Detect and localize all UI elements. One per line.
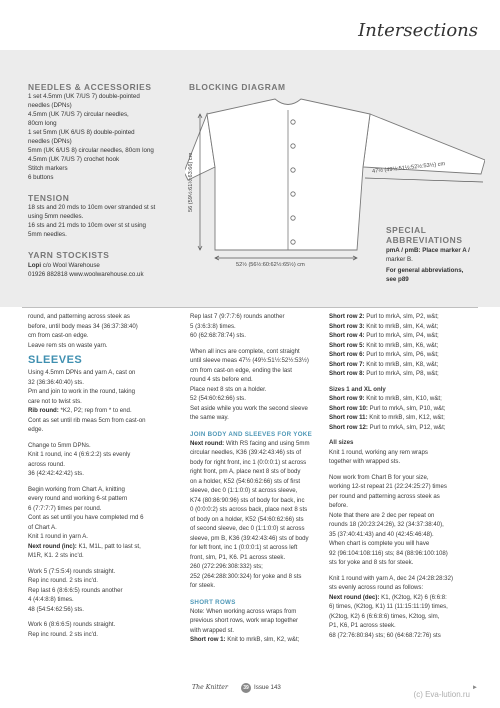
body-text: with wrapped st. — [190, 626, 235, 634]
next-round-text: K1, (K2tog, K2) 6 (6:6:8: — [379, 593, 447, 601]
short-row-text: Purl to mrkA, slm, P12, w&t; — [367, 423, 446, 431]
body-text: round 4 sts before end. — [190, 376, 253, 383]
short-row-text: Purl to mrkA, slm, P6, w&t; — [364, 351, 439, 358]
body-text: of body on a holder, K52 (54:60:62:66) sts — [190, 515, 304, 523]
body-text: 4 (4:4:8:8) times. — [28, 596, 74, 603]
body-text: 35 (37:40:41:43) and 40 (42:45:46:48). — [329, 530, 434, 538]
height-label: 56 (59½:61½:63:66) cm — [188, 152, 194, 212]
body-text: 252 (264:288:300:324) for yoke and 8 sts — [190, 572, 302, 580]
body-text: per round and patterning across steek as — [329, 492, 440, 500]
yarn-contact: 01926 882818 www.woolwarehouse.co.uk — [28, 271, 144, 278]
body-text: every round and working 6-st pattern — [28, 495, 128, 502]
body-text: of second sleeve, dec 0 (1:1:0:0) st across — [190, 525, 305, 532]
body-shape — [207, 99, 370, 250]
body-text: until sleeve meas 47½ (49½:51½:52½:53½) — [190, 357, 309, 364]
tension-heading: TENSION — [28, 193, 70, 203]
panel-rule — [22, 307, 478, 308]
short-row — [329, 394, 479, 404]
body-text: body for right front, inc 1 (0:0:0:1) st across — [190, 458, 307, 466]
column-1 — [28, 312, 176, 639]
next-round-text: K1, M1L, patt to last st, — [76, 542, 141, 550]
body-text: cm from cast-on edge, ending the last — [190, 366, 292, 374]
body-text: the same way. — [190, 414, 229, 421]
body-text: Place next 8 sts on a holder. — [190, 385, 267, 393]
body-text: sts for yoke and 8 sts for steek. — [329, 559, 414, 566]
body-text: 32 (36:36:40:40) sts. — [28, 378, 84, 386]
body-text: Work 6 (8:6:6:5) rounds straight. — [28, 621, 116, 628]
next-round-inc — [28, 542, 176, 552]
body-text: across round. — [28, 460, 65, 468]
body-text: Rep inc round. 2 sts inc'd. — [28, 577, 98, 584]
body-text: 6) times, (K2tog, K1) 11 (11:15:11:19) times, — [329, 603, 448, 610]
needles-line: Stitch markers — [28, 165, 68, 172]
needles-line: 80cm long — [28, 120, 57, 127]
short-row-label: Short row 2: — [329, 313, 365, 320]
diagram-heading: BLOCKING DIAGRAM — [189, 82, 286, 92]
short-row-text: Knit to mrkB, slm, K2, w&t; — [225, 636, 300, 643]
sleeve-label: 47½ (49½:51½:52½:53½) cm — [371, 161, 446, 175]
body-text: working 12-st repeat 21 (22:24:25:27) times — [329, 483, 447, 490]
body-text: Set aside while you work the second sleeve — [190, 404, 308, 412]
body-text: for left front, inc 1 (0:0:0:1) st across left — [190, 544, 298, 551]
short-row-text: Knit to mrkB, slm, K8, w&t; — [364, 360, 439, 368]
needles-line: needles (DPNs) — [28, 102, 72, 109]
issue-number: Issue 143 — [254, 684, 281, 691]
rib-round-label: Rib round: — [28, 407, 59, 414]
next-round-dec — [329, 593, 479, 603]
short-rows-heading: SHORT ROWS — [190, 598, 236, 606]
short-row-text: Purl to mrkA, slm, P8, w&t; — [364, 370, 439, 377]
join-heading: JOIN BODY AND SLEEVES FOR YOKE — [190, 430, 313, 438]
short-row — [329, 413, 479, 423]
rib-round-text: *K2, P2; rep from * to end. — [58, 407, 132, 414]
short-row — [329, 331, 479, 341]
body-text: cm from cast-on edge. — [28, 332, 89, 339]
tension-line: 18 sts and 20 rnds to 10cm over stranded st st — [28, 204, 156, 211]
body-text: round, and patterning across steek as — [28, 313, 130, 320]
body-text: (K2tog, K2) 6 (6:6:8:6) times, K2tog, slm, — [329, 612, 440, 620]
needles-heading: NEEDLES & ACCESSORIES — [28, 82, 152, 92]
body-text: edge. — [28, 426, 44, 433]
paragraph-gap — [190, 423, 338, 429]
column-3 — [329, 312, 479, 640]
short-row-text: Knit to mrkB, slm, K10, w&t; — [364, 395, 442, 402]
body-text: sts evenly across round as follows: — [329, 584, 424, 591]
body-text: Knit 1 round, working any rem wraps — [329, 448, 428, 456]
abbr-line-2: marker B. — [386, 256, 413, 263]
needles-line: needles (DPNs) — [28, 138, 72, 145]
magazine-name: The Knitter — [192, 684, 228, 691]
body-text: 6 (7:7:7:7) times per round. — [28, 504, 102, 512]
short-row — [329, 350, 479, 360]
short-row-text: Purl to mrkA, slm, P10, w&t; — [367, 404, 446, 412]
needles-line: 1 set 5mm (UK 6/US 8) double-pointed — [28, 129, 135, 136]
body-text: Note that there are 2 dec per repeat on — [329, 511, 435, 519]
body-text: 92 (96:104:108:116) sts; 84 (88:96:100:108) — [329, 549, 448, 557]
body-text: Change to 5mm DPNs. — [28, 441, 91, 449]
body-text: M1R, K1. 2 sts inc'd. — [28, 552, 84, 559]
yarn-brand: Lopi — [28, 262, 42, 269]
continue-arrow-icon: ► — [471, 684, 478, 691]
body-text: 52 (54:60:62:66) sts. — [190, 395, 246, 402]
next-round-text: With RS facing and using 5mm — [224, 439, 310, 447]
tension-line: 16 sts and 21 rnds to 10cm over st st using — [28, 222, 146, 229]
body-text: sleeve, pm B, K36 (39:42:43:46) sts of body — [190, 534, 309, 542]
body-text: Rep inc round. 2 sts inc'd. — [28, 630, 98, 638]
all-sizes-heading: All sizes — [329, 439, 354, 446]
abbr-general-2: see p89 — [386, 276, 409, 283]
short-row-text: Knit to mrkB, slm, K6, w&t; — [364, 341, 439, 349]
body-text: Knit 1 round in yarn A. — [28, 533, 88, 540]
body-text: Cont as set until you have completed rnd 6 — [28, 514, 144, 521]
short-row — [329, 341, 479, 351]
short-row-label: Short row 11: — [329, 414, 368, 421]
next-round — [190, 439, 338, 449]
short-row-label: Short row 9: — [329, 395, 365, 402]
page-title: Intersections — [358, 20, 478, 41]
body-text: front, slm, P1, K6. P1 across steek. — [190, 553, 286, 561]
body-text: Knit 1 round, inc 4 (6:6:2:2) sts evenly — [28, 451, 131, 458]
body-text: Knit 1 round with yarn A, dec 24 (24:28:28:32) — [329, 574, 453, 582]
needles-line: 4.5mm (UK 7/US 7) circular needles, — [28, 111, 129, 118]
body-text: on a holder, K52 (54:60:62:66) sts of first — [190, 477, 301, 485]
needles-line: 6 buttons — [28, 174, 54, 181]
body-text: Rep last 7 (9:7:7:6) rounds another — [190, 313, 285, 320]
short-row-label: Short row 12: — [329, 423, 368, 431]
short-row — [190, 635, 338, 645]
body-text: together with wrapped sts. — [329, 458, 401, 465]
paragraph-gap — [190, 591, 338, 597]
body-text: Pm and join to work in the round, taking — [28, 388, 136, 395]
body-text: When chart is complete you will have — [329, 540, 430, 547]
width-label: 52½ (56½:60:62½:65½) cm — [236, 262, 305, 268]
abbr-line — [386, 246, 470, 255]
needles-line: 4.5mm (UK 7/US 7) crochet hook — [28, 156, 120, 163]
next-round-label: Next round (dec): — [329, 593, 380, 601]
short-row-text: Knit to mrkB, slm, K4, w&t; — [364, 322, 439, 330]
body-text: P1, K6, P1 across steek. — [329, 622, 396, 629]
body-text: previous short rows, work wrap together — [190, 617, 299, 624]
short-row-label: Short row 4: — [329, 332, 365, 339]
body-text: 36 (42:42:42:42) sts. — [28, 470, 84, 477]
watermark: (c) Eva-lution.ru — [413, 690, 470, 699]
body-text: before. — [329, 502, 348, 509]
short-row-label: Short row 5: — [329, 341, 365, 349]
sleeve-arrow — [365, 178, 483, 182]
short-row-label: Short row 8: — [329, 370, 365, 377]
short-row-label: Short row 7: — [329, 360, 365, 368]
body-text: Rep last 6 (8:6:6:5) rounds another — [28, 586, 123, 594]
body-text: When all incs are complete, cont straight — [190, 347, 300, 355]
body-text: before, until body meas 34 (36:37:38:40) — [28, 322, 138, 330]
sleeves-heading: SLEEVES — [28, 354, 83, 366]
short-row — [329, 369, 479, 379]
short-row — [329, 423, 479, 433]
short-row — [329, 312, 479, 322]
next-round-label: Next round (inc): — [28, 542, 77, 550]
abbr-general-1: For general abbreviations, — [386, 267, 464, 274]
body-text: Now work from Chart B for your size, — [329, 473, 429, 481]
body-text: 0 (0:0:0:2) sts across back, place next 8 sts — [190, 506, 308, 513]
needles-line: 5mm (UK 6/US 8) circular needles, 80cm long — [28, 147, 154, 154]
body-text: K74 (80:86:90:96) sts of body for back, inc — [190, 496, 305, 504]
body-text: of Chart A. — [28, 523, 57, 531]
body-text: 48 (54:54:62:56) sts. — [28, 605, 84, 613]
tension-line: using 5mm needles. — [28, 213, 84, 220]
body-text: 68 (72:76:80:84) sts; 60 (64:68:72:76) sts — [329, 631, 441, 639]
yarn-heading: YARN STOCKISTS — [28, 250, 110, 260]
body-text: 5 (3:6:3:8) times. — [190, 322, 236, 330]
page-number: 39 — [241, 683, 251, 693]
body-text: right front, pm A, place next 8 sts of body — [190, 468, 301, 475]
next-round-label: Next round: — [190, 439, 225, 447]
sizes-heading: Sizes 1 and XL only — [329, 385, 386, 393]
body-text: Note: When working across wraps from — [190, 607, 297, 615]
yarn-brand-rest: c/o Wool Warehouse — [41, 262, 100, 269]
short-row-label: Short row 6: — [329, 351, 365, 358]
tension-line: 5mm needles. — [28, 231, 67, 238]
abbr-heading-1: SPECIAL — [386, 225, 427, 235]
short-row — [329, 404, 479, 414]
abbr-heading-2: ABBREVIATIONS — [386, 235, 463, 245]
body-text: Begin working from Chart A, knitting — [28, 485, 125, 493]
body-text: sleeve, dec 0 (1:1:0:0) st across sleeve, — [190, 487, 298, 494]
body-text: care not to twist sts. — [28, 397, 82, 405]
body-text: 60 (62:68:78:74) sts. — [190, 332, 246, 339]
short-row — [329, 322, 479, 332]
short-row-text: Purl to mrkA, slm, P4, w&t; — [364, 332, 439, 339]
body-text: Work 5 (7:5:5:4) rounds straight. — [28, 567, 116, 575]
short-row-label: Short row 3: — [329, 322, 365, 330]
short-row-label: Short row 10: — [329, 404, 368, 412]
needles-line: 1 set 4.5mm (UK 7/US 7) double-pointed — [28, 93, 140, 100]
rib-round — [28, 406, 176, 416]
abbr-line-1: pmA / pmB: Place marker A / — [386, 247, 470, 254]
body-text: Leave rem sts on waste yarn. — [28, 341, 108, 349]
column-2 — [190, 312, 338, 645]
body-text: rounds 18 (20:23:24:26), 32 (34:37:38:40), — [329, 521, 444, 528]
body-text: Using 4.5mm DPNs and yarn A, cast on — [28, 369, 136, 376]
short-row — [329, 360, 479, 370]
short-row-text: Knit to mrkB, slm, K12, w&t; — [367, 414, 445, 421]
body-text: for steek. — [190, 582, 216, 589]
short-row-label: Short row 1: — [190, 636, 226, 643]
body-text: 260 (272:296:308:332) sts; — [190, 563, 263, 570]
body-text: circular needles, K36 (39:42:43:46) sts of — [190, 449, 302, 456]
short-row-text: Purl to mrkA, slm, P2, w&t; — [364, 313, 439, 320]
body-text: Cont as set until rib meas 5cm from cast-on — [28, 416, 146, 424]
